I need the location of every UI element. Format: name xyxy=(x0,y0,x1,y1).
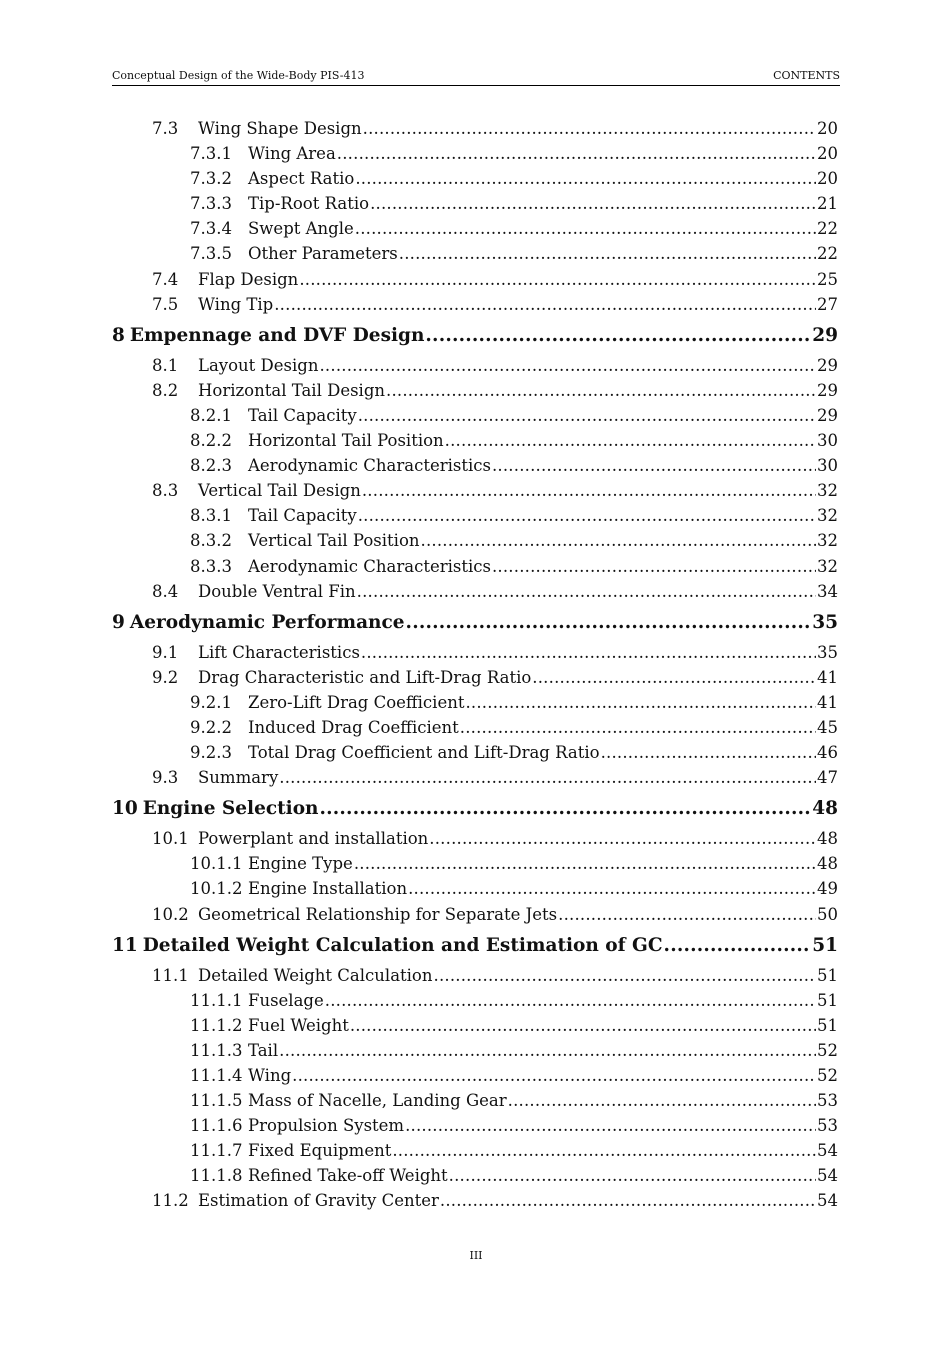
toc-entry-text: Tail xyxy=(248,1040,279,1060)
toc-entry-title xyxy=(190,241,398,266)
toc-entry-number: 9 xyxy=(112,611,125,633)
toc-entry-number: 10.1.2 xyxy=(190,879,243,899)
toc-entry-title xyxy=(152,665,531,690)
toc-entry-page: 54 xyxy=(817,1141,838,1161)
toc-entry-text: Wing xyxy=(248,1066,292,1085)
toc-entry-text: Powerplant and installation xyxy=(198,829,429,849)
toc-entry-number: 10.1 xyxy=(152,829,189,849)
toc-entry-number: 7.3.4 xyxy=(190,219,232,239)
toc-entry[interactable] xyxy=(112,428,838,453)
dot-leader xyxy=(358,403,816,428)
toc-entry-text: Drag Characteristic and Lift-Drag Ratio xyxy=(198,667,532,687)
dot-leader xyxy=(445,428,816,453)
header-section-title: CONTENTS xyxy=(773,69,840,82)
toc-entry-text: Other Parameters xyxy=(248,244,398,264)
toc-entry[interactable] xyxy=(112,116,838,141)
toc-entry-number: 10.1.1 xyxy=(190,854,243,874)
toc-entry-title xyxy=(190,166,354,191)
toc-entry-title xyxy=(190,428,444,453)
toc-entry-number: 11.1.1 xyxy=(190,990,243,1010)
toc-entry-text: Engine Installation xyxy=(248,879,408,899)
toc-entry-number: 8.1 xyxy=(152,355,179,375)
toc-entry[interactable] xyxy=(112,320,838,351)
toc-entry-text: Horizontal Tail Design xyxy=(198,380,386,400)
toc-entry[interactable] xyxy=(112,876,838,901)
toc-entry-page: 21 xyxy=(817,194,838,214)
toc-entry-title xyxy=(190,1088,507,1113)
toc-entry-text: Total Drag Coefficient and Lift-Drag Ratio xyxy=(248,743,600,763)
dot-leader xyxy=(325,988,816,1013)
toc-entry-text: Fuel Weight xyxy=(248,1015,349,1035)
toc-entry-text: Aerodynamic Performance xyxy=(129,611,405,633)
toc-entry-title xyxy=(152,579,356,604)
toc-entry-title xyxy=(152,640,360,665)
toc-entry[interactable] xyxy=(112,528,838,553)
dot-leader xyxy=(386,378,816,403)
toc-entry-page: 51 xyxy=(812,934,838,956)
dot-leader xyxy=(429,826,816,851)
dot-leader xyxy=(355,216,816,241)
toc-entry[interactable] xyxy=(112,826,838,851)
toc-entry-text: Horizontal Tail Position xyxy=(248,431,444,451)
toc-entry-page: 35 xyxy=(817,642,838,662)
toc-entry[interactable] xyxy=(112,453,838,478)
dot-leader xyxy=(434,963,817,988)
toc-entry-number: 9.2.2 xyxy=(190,717,232,737)
toc-entry-text: Estimation of Gravity Center xyxy=(198,1191,439,1211)
toc-entry-number: 11.1.6 xyxy=(190,1116,243,1136)
toc-entry[interactable] xyxy=(112,241,838,266)
dot-leader xyxy=(492,453,816,478)
toc-entry-number: 11.2 xyxy=(152,1191,189,1211)
toc-entry-title xyxy=(152,116,362,141)
toc-entry-text: Fuselage xyxy=(248,990,324,1010)
toc-entry-number: 11 xyxy=(112,934,138,956)
toc-entry-text: Wing Area xyxy=(248,144,336,164)
dot-leader xyxy=(279,765,816,790)
toc-entry-title xyxy=(152,378,385,403)
toc-entry-page: 32 xyxy=(817,531,838,551)
toc-entry-text: Aspect Ratio xyxy=(248,169,355,189)
toc-entry-number: 9.3 xyxy=(152,768,179,788)
dot-leader xyxy=(370,191,816,216)
toc-entry-page: 52 xyxy=(817,1040,838,1060)
toc-entry-text: Aerodynamic Characteristics xyxy=(248,556,491,576)
toc-entry-number: 9.2.3 xyxy=(190,743,232,763)
toc-entry-text: Tip-Root Ratio xyxy=(248,194,370,214)
toc-entry[interactable] xyxy=(112,554,838,579)
toc-entry-page: 49 xyxy=(817,879,838,899)
toc-entry-title xyxy=(190,1113,404,1138)
toc-entry-page: 30 xyxy=(817,456,838,476)
toc-entry-page: 48 xyxy=(817,829,838,849)
toc-entry-page: 29 xyxy=(817,380,838,400)
toc-entry-title xyxy=(190,690,464,715)
toc-entry-title xyxy=(190,876,407,901)
toc-entry-number: 8.3.2 xyxy=(190,531,232,551)
toc-entry[interactable] xyxy=(112,141,838,166)
toc-entry[interactable] xyxy=(112,640,838,665)
toc-entry-page: 47 xyxy=(817,768,838,788)
toc-entry-number: 8.3.1 xyxy=(190,506,232,526)
toc-entry-text: Fixed Equipment xyxy=(248,1141,392,1161)
toc-entry-number: 8.2 xyxy=(152,380,179,400)
toc-entry[interactable] xyxy=(112,902,838,927)
toc-entry-page: 52 xyxy=(817,1066,838,1085)
toc-entry-page: 25 xyxy=(817,269,838,289)
dot-leader xyxy=(361,640,816,665)
toc-entry-title xyxy=(190,1013,349,1038)
toc-entry-title xyxy=(190,1138,391,1163)
toc-entry-number: 9.2.1 xyxy=(190,692,232,712)
toc-entry[interactable] xyxy=(112,403,838,428)
toc-entry-title xyxy=(112,793,318,824)
toc-entry-page: 46 xyxy=(817,743,838,763)
dot-leader xyxy=(362,478,816,503)
toc-entry-page: 32 xyxy=(817,506,838,526)
toc-entry[interactable] xyxy=(112,607,838,638)
toc-entry-number: 11.1.2 xyxy=(190,1015,243,1035)
toc-entry-page: 32 xyxy=(817,481,838,501)
toc-entry-page: 54 xyxy=(817,1191,838,1211)
toc-entry-number: 8.2.3 xyxy=(190,456,232,476)
dot-leader xyxy=(292,1063,816,1088)
toc-entry-number: 11.1 xyxy=(152,965,189,985)
toc-entry-page: 22 xyxy=(817,244,838,264)
toc-entry-text: Wing Tip xyxy=(198,294,274,314)
toc-entry-number: 7.3.1 xyxy=(190,144,232,164)
toc-entry-text: Double Ventral Fin xyxy=(198,581,356,601)
toc-entry-number: 11.1.4 xyxy=(190,1066,243,1085)
toc-entry[interactable] xyxy=(112,166,838,191)
toc-entry-number: 9.2 xyxy=(152,667,179,687)
toc-entry[interactable] xyxy=(112,765,838,790)
toc-entry-page: 48 xyxy=(817,854,838,874)
dot-leader xyxy=(421,528,816,553)
dot-leader xyxy=(319,793,811,824)
dot-leader xyxy=(465,690,816,715)
toc-entry[interactable] xyxy=(112,216,838,241)
toc-entry-text: Aerodynamic Characteristics xyxy=(248,456,491,476)
toc-entry[interactable] xyxy=(112,378,838,403)
toc-entry-page: 29 xyxy=(817,355,838,375)
toc-entry-text: Detailed Weight Calculation and Estimation of GC xyxy=(142,934,663,956)
toc-entry-number: 7.3 xyxy=(152,119,179,138)
dot-leader xyxy=(408,876,816,901)
toc-entry-title xyxy=(152,353,318,378)
toc-entry-text: Lift Characteristics xyxy=(198,642,360,662)
toc-entry-title xyxy=(152,902,557,927)
toc-entry[interactable] xyxy=(112,690,838,715)
running-header xyxy=(112,67,840,86)
toc-entry[interactable] xyxy=(112,267,838,292)
toc-entry-page: 20 xyxy=(817,169,838,189)
dot-leader xyxy=(406,607,812,638)
toc-entry-number: 7.4 xyxy=(152,269,179,289)
toc-entry-page: 50 xyxy=(817,904,838,924)
toc-entry-number: 7.3.2 xyxy=(190,169,232,189)
toc-entry-page: 29 xyxy=(812,324,838,346)
toc-entry[interactable] xyxy=(112,740,838,765)
toc-entry-title xyxy=(190,528,420,553)
toc-entry-number: 11.1.3 xyxy=(190,1040,243,1060)
dot-leader xyxy=(508,1088,816,1113)
toc-entry[interactable] xyxy=(112,292,838,317)
dot-leader xyxy=(350,1013,816,1038)
toc-entry[interactable] xyxy=(112,478,838,503)
toc-entry-text: Summary xyxy=(198,768,279,788)
dot-leader xyxy=(601,740,816,765)
dot-leader xyxy=(460,715,816,740)
toc-entry-page: 22 xyxy=(817,219,838,239)
dot-leader xyxy=(358,503,816,528)
toc-entry-title xyxy=(190,141,336,166)
toc-entry-title xyxy=(152,1188,439,1213)
toc-entry-title xyxy=(190,851,353,876)
toc-entry-page: 35 xyxy=(812,611,838,633)
dot-leader xyxy=(440,1188,816,1213)
toc-entry-title xyxy=(152,292,273,317)
toc-entry-text: Flap Design xyxy=(198,269,299,289)
dot-leader xyxy=(299,267,816,292)
toc-entry-text: Mass of Nacelle, Landing Gear xyxy=(248,1091,507,1111)
header-document-title: Conceptual Design of the Wide-Body PIS-413 xyxy=(112,69,365,82)
toc-entry-title xyxy=(152,826,428,851)
toc-entry-title xyxy=(190,1063,291,1088)
toc-entry-title xyxy=(112,607,405,638)
toc-entry-number: 10.2 xyxy=(152,904,189,924)
toc-entry-title xyxy=(152,963,433,988)
dot-leader xyxy=(532,665,816,690)
toc-entry[interactable] xyxy=(112,1013,838,1038)
toc-entry-number: 7.3.5 xyxy=(190,244,232,264)
toc-entry-text: Propulsion System xyxy=(248,1116,405,1136)
toc-entry[interactable] xyxy=(112,1163,838,1188)
toc-entry-number: 8.2.2 xyxy=(190,431,232,451)
toc-entry-number: 11.1.5 xyxy=(190,1091,243,1111)
dot-leader xyxy=(279,1038,816,1063)
toc-entry-text: Induced Drag Coefficient xyxy=(248,717,459,737)
toc-entry-number: 7.5 xyxy=(152,294,179,314)
toc-entry-text: Swept Angle xyxy=(248,219,354,239)
dot-leader xyxy=(357,579,816,604)
toc-entry-title xyxy=(190,216,354,241)
dot-leader xyxy=(337,141,816,166)
toc-entry[interactable] xyxy=(112,1138,838,1163)
dot-leader xyxy=(492,554,816,579)
toc-entry-text: Tail Capacity xyxy=(248,405,357,425)
toc-entry[interactable] xyxy=(112,353,838,378)
toc-entry-title xyxy=(152,267,298,292)
toc-entry-title xyxy=(190,988,324,1013)
toc-entry-page: 53 xyxy=(817,1091,838,1111)
toc-entry-number: 8 xyxy=(112,324,125,346)
toc-entry-title xyxy=(152,478,361,503)
dot-leader xyxy=(405,1113,816,1138)
toc-entry-page: 53 xyxy=(817,1116,838,1136)
toc-entry-page: 29 xyxy=(817,405,838,425)
toc-entry[interactable] xyxy=(112,1088,838,1113)
toc-entry[interactable] xyxy=(112,1063,838,1088)
toc-entry-text: Refined Take-off Weight xyxy=(248,1166,448,1186)
toc-entry-page: 45 xyxy=(817,717,838,737)
toc-entry-text: Engine Selection xyxy=(142,798,319,820)
toc-entry-number: 9.1 xyxy=(152,642,179,662)
dot-leader xyxy=(392,1138,816,1163)
toc-entry-page: 51 xyxy=(817,990,838,1010)
toc-entry[interactable] xyxy=(112,793,838,824)
toc-entry-text: Geometrical Relationship for Separate Jets xyxy=(198,904,558,924)
toc-entry[interactable] xyxy=(112,963,838,988)
toc-entry-page: 41 xyxy=(817,692,838,712)
toc-entry[interactable] xyxy=(112,1113,838,1138)
table-of-contents xyxy=(112,116,838,1214)
toc-entry-page: 51 xyxy=(817,1015,838,1035)
toc-entry-page: 41 xyxy=(817,667,838,687)
page-number: III xyxy=(469,1249,483,1262)
toc-entry-title xyxy=(190,191,369,216)
toc-entry[interactable] xyxy=(112,930,838,961)
toc-entry-title xyxy=(190,1163,448,1188)
toc-entry-title xyxy=(190,453,491,478)
toc-entry-text: Vertical Tail Design xyxy=(198,481,361,501)
toc-entry-title xyxy=(190,740,600,765)
toc-entry-number: 10 xyxy=(112,798,138,820)
dot-leader xyxy=(355,166,816,191)
toc-entry-page: 34 xyxy=(817,581,838,601)
dot-leader xyxy=(363,116,816,141)
toc-entry-number: 11.1.7 xyxy=(190,1141,243,1161)
toc-entry-title xyxy=(112,930,663,961)
toc-entry[interactable] xyxy=(112,988,838,1013)
toc-entry[interactable] xyxy=(112,851,838,876)
toc-entry-page: 20 xyxy=(817,119,838,138)
toc-entry-text: Layout Design xyxy=(198,355,319,375)
toc-entry-text: Engine Type xyxy=(248,854,353,874)
dot-leader xyxy=(354,851,816,876)
dot-leader xyxy=(274,292,816,317)
dot-leader xyxy=(449,1163,816,1188)
toc-entry-page: 54 xyxy=(817,1166,838,1186)
toc-entry-page: 48 xyxy=(812,798,838,820)
toc-entry-number: 7.3.3 xyxy=(190,194,232,214)
toc-entry[interactable] xyxy=(112,1188,838,1213)
toc-entry-text: Empennage and DVF Design xyxy=(129,324,425,346)
toc-entry-number: 11.1.8 xyxy=(190,1166,243,1186)
toc-entry[interactable] xyxy=(112,579,838,604)
toc-entry-number: 8.4 xyxy=(152,581,179,601)
dot-leader xyxy=(664,930,812,961)
toc-entry-number: 8.2.1 xyxy=(190,405,232,425)
toc-entry-title xyxy=(152,765,278,790)
toc-entry-title xyxy=(190,403,357,428)
toc-entry-text: Zero-Lift Drag Coefficient xyxy=(248,692,465,712)
toc-entry-text: Wing Shape Design xyxy=(198,119,362,138)
toc-entry[interactable] xyxy=(112,503,838,528)
dot-leader xyxy=(425,320,811,351)
toc-entry-text: Detailed Weight Calculation xyxy=(198,965,433,985)
toc-entry-number: 8.3.3 xyxy=(190,556,232,576)
toc-entry-page: 27 xyxy=(817,294,838,314)
dot-leader xyxy=(319,353,816,378)
toc-entry[interactable] xyxy=(112,191,838,216)
dot-leader xyxy=(558,902,816,927)
toc-entry[interactable] xyxy=(112,665,838,690)
toc-entry-text: Tail Capacity xyxy=(248,506,357,526)
toc-entry-page: 51 xyxy=(817,965,838,985)
toc-entry-page: 30 xyxy=(817,431,838,451)
toc-entry-title xyxy=(112,320,424,351)
toc-entry-page: 32 xyxy=(817,556,838,576)
toc-entry-text: Vertical Tail Position xyxy=(248,531,420,551)
toc-entry[interactable] xyxy=(112,715,838,740)
toc-entry-number: 8.3 xyxy=(152,481,179,501)
toc-entry-title xyxy=(190,715,459,740)
toc-entry-title xyxy=(190,1038,278,1063)
toc-entry-title xyxy=(190,503,357,528)
dot-leader xyxy=(399,241,816,266)
toc-entry-title xyxy=(190,554,491,579)
toc-entry[interactable] xyxy=(112,1038,838,1063)
toc-entry-page: 20 xyxy=(817,144,838,164)
